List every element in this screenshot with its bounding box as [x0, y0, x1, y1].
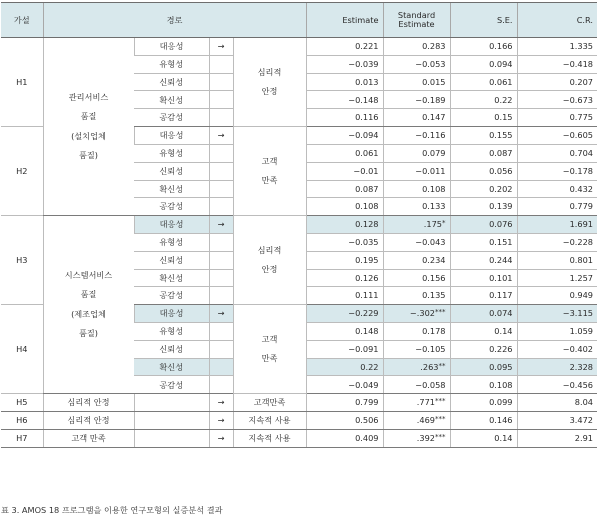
target-construct-cell — [233, 216, 306, 305]
arrow-cell — [209, 233, 233, 251]
cell-line: 시스템서비스 — [64, 270, 113, 281]
std-estimate-value: −0.189 — [415, 94, 446, 105]
arrow-cell: → — [209, 429, 233, 447]
hypothesis-cell: H1 — [1, 38, 43, 127]
std-estimate-cell — [383, 251, 450, 269]
std-estimate-value: −0.105 — [415, 343, 446, 354]
table-row — [1, 412, 597, 430]
estimate-cell: −0.035 — [306, 233, 383, 251]
arrow-cell: → — [209, 38, 233, 56]
arrow-cell: → — [209, 216, 233, 234]
source-construct-cell — [43, 216, 134, 394]
estimate-cell: −0.094 — [306, 127, 383, 145]
arrow-cell — [209, 198, 233, 216]
hypothesis-cell: H2 — [1, 127, 43, 216]
cell-line: 관리서비스 — [68, 92, 109, 103]
std-estimate-cell — [383, 216, 450, 234]
cell-line: 품질 — [80, 289, 97, 300]
std-estimate-value: −0.116 — [415, 130, 446, 141]
std-estimate-value: 0.135 — [422, 290, 446, 301]
quality-dimension-cell: 유형성 — [134, 323, 209, 341]
arrow-cell — [209, 91, 233, 109]
se-cell: 0.146 — [450, 412, 517, 430]
target-construct-cell — [233, 305, 306, 394]
cr-cell: −0.402 — [517, 340, 597, 358]
quality-dimension-cell — [134, 412, 209, 430]
estimate-cell: 0.195 — [306, 251, 383, 269]
hypothesis-cell: H3 — [1, 216, 43, 305]
std-estimate-cell — [383, 376, 450, 394]
std-estimate-value: .175 — [423, 219, 443, 230]
std-estimate-value: .392 — [416, 432, 436, 443]
arrow-cell: → — [209, 305, 233, 323]
hypothesis-cell: H5 — [1, 394, 43, 412]
std-estimate-cell — [383, 305, 450, 323]
estimate-cell: 0.087 — [306, 180, 383, 198]
se-cell: 0.076 — [450, 216, 517, 234]
quality-dimension-cell: 유형성 — [134, 55, 209, 73]
cell-line: 고객 — [261, 333, 278, 344]
cr-cell: 3.472 — [517, 412, 597, 430]
significance-mark: * — [442, 219, 446, 228]
cell-line: 품질) — [78, 149, 98, 160]
significance-mark: ** — [438, 361, 446, 370]
std-estimate-value: 0.178 — [422, 326, 446, 337]
std-estimate-cell — [383, 340, 450, 358]
arrow-cell: → — [209, 127, 233, 145]
estimate-cell: 0.111 — [306, 287, 383, 305]
quality-dimension-cell: 유형성 — [134, 233, 209, 251]
estimate-cell: −0.148 — [306, 91, 383, 109]
cr-cell: 0.801 — [517, 251, 597, 269]
hypothesis-cell: H4 — [1, 305, 43, 394]
se-cell: 0.14 — [450, 323, 517, 341]
table-row — [1, 216, 597, 234]
std-estimate-value: .263 — [420, 361, 439, 372]
se-cell: 0.14 — [450, 429, 517, 447]
estimate-cell: 0.128 — [306, 216, 383, 234]
cr-cell: 0.775 — [517, 109, 597, 127]
estimate-cell: −0.049 — [306, 376, 383, 394]
std-estimate-value: 0.108 — [422, 183, 446, 194]
cr-cell: 0.432 — [517, 180, 597, 198]
std-estimate-value: −0.058 — [415, 379, 446, 390]
target-construct-cell: 지속적 사용 — [233, 429, 306, 447]
quality-dimension-cell: 신뢰성 — [134, 340, 209, 358]
cr-cell: 2.91 — [517, 429, 597, 447]
quality-dimension-cell: 신뢰성 — [134, 162, 209, 180]
se-cell: 0.101 — [450, 269, 517, 287]
se-cell: 0.108 — [450, 376, 517, 394]
significance-mark: *** — [435, 432, 446, 441]
estimate-cell: 0.221 — [306, 38, 383, 56]
std-estimate-value: 0.234 — [422, 254, 446, 265]
std-estimate-cell — [383, 55, 450, 73]
std-estimate-cell — [383, 162, 450, 180]
std-estimate-value: 0.147 — [422, 112, 446, 123]
cr-cell: 0.779 — [517, 198, 597, 216]
estimate-cell: −0.091 — [306, 340, 383, 358]
se-cell: 0.155 — [450, 127, 517, 145]
source-construct-cell: 심리적 안정 — [43, 394, 134, 412]
arrow-cell — [209, 251, 233, 269]
estimate-cell: 0.148 — [306, 323, 383, 341]
quality-dimension-cell: 공감성 — [134, 376, 209, 394]
std-estimate-value: −0.043 — [415, 237, 446, 248]
cr-cell: −0.228 — [517, 233, 597, 251]
hypothesis-cell: H6 — [1, 412, 43, 430]
cell-line: 품질) — [78, 327, 98, 338]
cell-line: 만족 — [261, 175, 278, 186]
estimate-cell: 0.013 — [306, 73, 383, 91]
se-cell: 0.226 — [450, 340, 517, 358]
cr-cell: 1.059 — [517, 323, 597, 341]
header-cr: C.R. — [517, 3, 597, 38]
table-caption: 표 3. AMOS 18 프로그램을 이용한 연구모형의 실증분석 결과 — [1, 505, 223, 515]
estimate-cell: 0.22 — [306, 358, 383, 376]
se-cell: 0.15 — [450, 109, 517, 127]
se-cell: 0.094 — [450, 55, 517, 73]
std-estimate-cell — [383, 144, 450, 162]
std-estimate-value: .469 — [416, 415, 436, 426]
cr-cell: 8.04 — [517, 394, 597, 412]
std-estimate-cell — [383, 127, 450, 145]
arrow-cell — [209, 287, 233, 305]
arrow-cell — [209, 73, 233, 91]
se-cell: 0.074 — [450, 305, 517, 323]
std-estimate-cell — [383, 394, 450, 412]
se-cell: 0.099 — [450, 394, 517, 412]
quality-dimension-cell: 신뢰성 — [134, 251, 209, 269]
cr-cell: 2.328 — [517, 358, 597, 376]
std-estimate-cell — [383, 233, 450, 251]
estimate-cell: 0.126 — [306, 269, 383, 287]
cr-cell: −0.605 — [517, 127, 597, 145]
estimate-cell: 0.116 — [306, 109, 383, 127]
arrow-cell — [209, 323, 233, 341]
quality-dimension-cell: 대응성 — [134, 305, 209, 323]
header-row — [1, 3, 597, 38]
arrow-cell — [209, 376, 233, 394]
se-cell: 0.244 — [450, 251, 517, 269]
se-cell: 0.056 — [450, 162, 517, 180]
arrow-cell — [209, 162, 233, 180]
arrow-cell — [209, 269, 233, 287]
std-estimate-cell — [383, 429, 450, 447]
cr-cell: 1.691 — [517, 216, 597, 234]
significance-mark: *** — [435, 415, 446, 424]
se-cell: 0.202 — [450, 180, 517, 198]
estimate-cell: 0.061 — [306, 144, 383, 162]
arrow-cell — [209, 180, 233, 198]
std-estimate-value: −0.053 — [415, 58, 446, 69]
significance-mark: *** — [435, 308, 446, 317]
amos-results-table — [1, 2, 597, 448]
std-estimate-cell — [383, 269, 450, 287]
arrow-cell — [209, 109, 233, 127]
cell-line: 만족 — [261, 353, 278, 364]
std-estimate-cell — [383, 198, 450, 216]
cr-cell: −3.115 — [517, 305, 597, 323]
quality-dimension-cell: 공감성 — [134, 109, 209, 127]
quality-dimension-cell: 확신성 — [134, 91, 209, 109]
std-estimate-value: 0.283 — [422, 41, 446, 52]
arrow-cell — [209, 340, 233, 358]
cr-cell: −0.673 — [517, 91, 597, 109]
header-path: 경로 — [43, 3, 306, 38]
estimate-cell: 0.799 — [306, 394, 383, 412]
std-estimate-cell — [383, 358, 450, 376]
source-construct-cell: 심리적 안정 — [43, 412, 134, 430]
arrow-cell — [209, 144, 233, 162]
std-estimate-value: −.302 — [409, 308, 436, 319]
cell-line: 고객 — [261, 155, 278, 166]
se-cell: 0.166 — [450, 38, 517, 56]
cr-cell: −0.456 — [517, 376, 597, 394]
cr-cell: −0.178 — [517, 162, 597, 180]
se-cell: 0.151 — [450, 233, 517, 251]
cell-line: 품질 — [80, 111, 97, 122]
quality-dimension-cell: 대응성 — [134, 216, 209, 234]
std-estimate-value: 0.133 — [422, 201, 446, 212]
header-estimate: Estimate — [306, 3, 383, 38]
target-construct-cell: 고객만족 — [233, 394, 306, 412]
quality-dimension-cell: 확신성 — [134, 358, 209, 376]
header-se: S.E. — [450, 3, 517, 38]
table-body — [1, 38, 597, 448]
quality-dimension-cell: 대응성 — [134, 38, 209, 56]
se-cell: 0.061 — [450, 73, 517, 91]
estimate-cell: 0.506 — [306, 412, 383, 430]
hypothesis-cell: H7 — [1, 429, 43, 447]
estimate-cell: −0.039 — [306, 55, 383, 73]
quality-dimension-cell: 확신성 — [134, 180, 209, 198]
quality-dimension-cell: 공감성 — [134, 198, 209, 216]
cell-line: 심리적 — [257, 244, 282, 255]
cr-cell: 0.704 — [517, 144, 597, 162]
std-estimate-cell — [383, 323, 450, 341]
cr-cell: −0.418 — [517, 55, 597, 73]
table-row — [1, 38, 597, 56]
quality-dimension-cell: 확신성 — [134, 269, 209, 287]
cell-line: (제조업체 — [71, 308, 106, 319]
std-estimate-value: 0.156 — [422, 272, 446, 283]
std-estimate-value: −0.011 — [415, 165, 446, 176]
estimate-cell: 0.409 — [306, 429, 383, 447]
se-cell: 0.087 — [450, 144, 517, 162]
std-estimate-value: .771 — [416, 397, 436, 408]
quality-dimension-cell: 공감성 — [134, 287, 209, 305]
cell-line: (설치업체 — [71, 130, 106, 141]
source-construct-cell: 고객 만족 — [43, 429, 134, 447]
quality-dimension-cell — [134, 394, 209, 412]
se-cell: 0.095 — [450, 358, 517, 376]
se-cell: 0.117 — [450, 287, 517, 305]
arrow-cell — [209, 358, 233, 376]
std-estimate-cell — [383, 91, 450, 109]
header-standard-estimate: Standard Estimate — [383, 3, 450, 38]
quality-dimension-cell: 신뢰성 — [134, 73, 209, 91]
se-cell: 0.139 — [450, 198, 517, 216]
target-construct-cell — [233, 38, 306, 127]
cr-cell: 1.257 — [517, 269, 597, 287]
std-estimate-value: 0.015 — [422, 76, 446, 87]
quality-dimension-cell — [134, 429, 209, 447]
cr-cell: 1.335 — [517, 38, 597, 56]
std-estimate-cell — [383, 73, 450, 91]
table-row — [1, 394, 597, 412]
std-estimate-cell — [383, 287, 450, 305]
std-estimate-cell — [383, 38, 450, 56]
arrow-cell: → — [209, 394, 233, 412]
significance-mark: *** — [435, 397, 446, 406]
quality-dimension-cell: 대응성 — [134, 127, 209, 145]
arrow-cell: → — [209, 412, 233, 430]
std-estimate-cell — [383, 412, 450, 430]
target-construct-cell — [233, 127, 306, 216]
quality-dimension-cell: 유형성 — [134, 144, 209, 162]
estimate-cell: −0.01 — [306, 162, 383, 180]
cell-line: 안정 — [261, 264, 278, 275]
arrow-cell — [209, 55, 233, 73]
estimate-cell: 0.108 — [306, 198, 383, 216]
table-row — [1, 429, 597, 447]
std-estimate-value: 0.079 — [422, 147, 446, 158]
estimate-cell: −0.229 — [306, 305, 383, 323]
source-construct-cell — [43, 38, 134, 216]
std-estimate-cell — [383, 109, 450, 127]
se-cell: 0.22 — [450, 91, 517, 109]
target-construct-cell: 지속적 사용 — [233, 412, 306, 430]
cell-line: 심리적 — [257, 66, 282, 77]
std-estimate-cell — [383, 180, 450, 198]
cr-cell: 0.949 — [517, 287, 597, 305]
cell-line: 안정 — [261, 86, 278, 97]
header-hypothesis: 가설 — [1, 3, 43, 38]
cr-cell: 0.207 — [517, 73, 597, 91]
